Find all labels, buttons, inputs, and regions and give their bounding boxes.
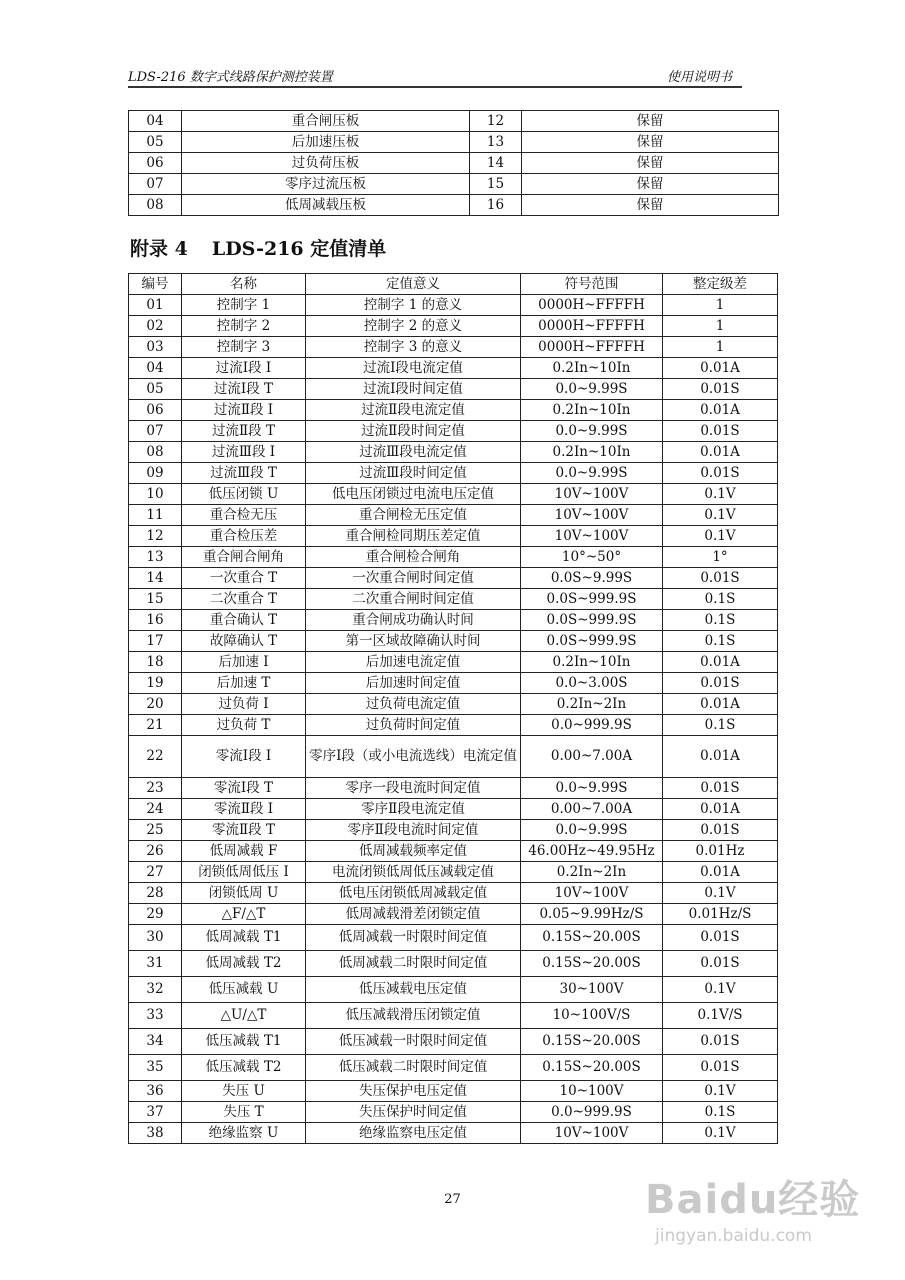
table-cell: 0.01S <box>663 1055 778 1081</box>
table-cell: 保留 <box>522 174 779 195</box>
table-cell: 30 <box>129 925 182 951</box>
table-cell: 0.0~9.99S <box>521 778 663 799</box>
table-cell: 第一区域故障确认时间 <box>306 631 521 652</box>
table-cell: 低周减载二时限时间定值 <box>306 951 521 977</box>
table-cell: 0.01A <box>663 694 778 715</box>
table-row <box>129 153 779 174</box>
table-cell: 零序Ⅰ段（或小电流选线）电流定值 <box>306 736 521 778</box>
table-cell: 12 <box>129 526 182 547</box>
table-cell: 零序过流压板 <box>182 174 470 195</box>
table-cell: 03 <box>129 337 182 358</box>
table-cell: 过流Ⅲ段时间定值 <box>306 463 521 484</box>
page-header <box>128 62 742 88</box>
table-cell: 12 <box>470 111 522 132</box>
table-row <box>129 421 778 442</box>
table-cell: 0.00~7.00A <box>521 736 663 778</box>
table-cell: 保留 <box>522 195 779 216</box>
table-cell: 0.0~3.00S <box>521 673 663 694</box>
table-cell: 10~100V <box>521 1081 663 1102</box>
table-cell: 0.2In~10In <box>521 442 663 463</box>
table-cell: 0.0S~9.99S <box>521 568 663 589</box>
watermark-brand: Baidu经验 <box>645 1177 861 1223</box>
table-row <box>129 925 778 951</box>
table-cell: 低压减载 T2 <box>182 1055 306 1081</box>
table-row <box>129 568 778 589</box>
table-cell: 重合闸压板 <box>182 111 470 132</box>
table-row <box>129 694 778 715</box>
table-cell: 0.01S <box>663 379 778 400</box>
table-cell: 34 <box>129 1029 182 1055</box>
table-cell: 过负荷 T <box>182 715 306 736</box>
table-cell: 13 <box>129 547 182 568</box>
table-cell: 07 <box>129 421 182 442</box>
table-cell: 过流Ⅰ段 T <box>182 379 306 400</box>
table-row <box>129 736 778 778</box>
table-cell: 绝缘监察电压定值 <box>306 1123 521 1144</box>
table-cell: 零序Ⅱ段电流定值 <box>306 799 521 820</box>
table-row <box>129 442 778 463</box>
table-cell: 35 <box>129 1055 182 1081</box>
table-cell: 绝缘监察 U <box>182 1123 306 1144</box>
table-cell: 0.01A <box>663 862 778 883</box>
table-row <box>129 316 778 337</box>
table-cell: 0.1V/S <box>663 1003 778 1029</box>
table-cell: 04 <box>129 358 182 379</box>
table-cell: 0.01S <box>663 463 778 484</box>
table-cell: 0.05~9.99Hz/S <box>521 904 663 925</box>
table-cell: 0.01A <box>663 400 778 421</box>
table-cell: 0.1V <box>663 484 778 505</box>
table-cell: 18 <box>129 652 182 673</box>
table-cell: 二次重合闸时间定值 <box>306 589 521 610</box>
table-row <box>129 977 778 1003</box>
table-cell: 重合闸检合闸角 <box>306 547 521 568</box>
table-cell: 过流Ⅲ段 I <box>182 442 306 463</box>
table-cell: 失压 T <box>182 1102 306 1123</box>
column-header: 定值意义 <box>306 274 521 295</box>
table-cell: 33 <box>129 1003 182 1029</box>
table-cell: 零流Ⅱ段 I <box>182 799 306 820</box>
table-row <box>129 295 778 316</box>
table-row <box>129 841 778 862</box>
table-cell: 低周减载一时限时间定值 <box>306 925 521 951</box>
table-cell: 过流Ⅱ段 T <box>182 421 306 442</box>
table-row <box>129 379 778 400</box>
table-cell: 0.01A <box>663 442 778 463</box>
table-cell: 0.01A <box>663 799 778 820</box>
table-row <box>129 1102 778 1123</box>
table-row <box>129 1003 778 1029</box>
table-cell: 0.15S~20.00S <box>521 925 663 951</box>
table-cell: △F/△T <box>182 904 306 925</box>
table-row <box>129 1055 778 1081</box>
table-cell: 低压减载 T1 <box>182 1029 306 1055</box>
table-cell: 低压减载滑压闭锁定值 <box>306 1003 521 1029</box>
table-cell: 低压减载一时限时间定值 <box>306 1029 521 1055</box>
table-row <box>129 904 778 925</box>
table-cell: 低电压闭锁过电流电压定值 <box>306 484 521 505</box>
table-cell: 零流Ⅰ段 T <box>182 778 306 799</box>
table-cell: 过流Ⅱ段 I <box>182 400 306 421</box>
table-cell: 过流Ⅲ段电流定值 <box>306 442 521 463</box>
table-cell: 0.1S <box>663 631 778 652</box>
table-cell: 1 <box>663 316 778 337</box>
section-title <box>130 234 410 261</box>
table-cell: 20 <box>129 694 182 715</box>
table-cell: 0.0~9.99S <box>521 421 663 442</box>
table-cell: 0.0~999.9S <box>521 1102 663 1123</box>
table-cell: 0.0~999.9S <box>521 715 663 736</box>
table-row <box>129 337 778 358</box>
table-cell: 0.2In~10In <box>521 358 663 379</box>
table-cell: △U/△T <box>182 1003 306 1029</box>
table-row <box>129 1081 778 1102</box>
table-cell: 失压保护时间定值 <box>306 1102 521 1123</box>
table-cell: 0.1S <box>663 610 778 631</box>
table-cell: 10~100V/S <box>521 1003 663 1029</box>
table-cell: 46.00Hz~49.95Hz <box>521 841 663 862</box>
table-cell: 07 <box>129 174 182 195</box>
table-cell: 低周减载频率定值 <box>306 841 521 862</box>
pressure-plate-table <box>128 110 779 216</box>
table-cell: 后加速时间定值 <box>306 673 521 694</box>
table-row <box>129 778 778 799</box>
table-cell: 0.0~9.99S <box>521 379 663 400</box>
table-cell: 0.1V <box>663 1081 778 1102</box>
table-cell: 0.2In~10In <box>521 652 663 673</box>
table-cell: 0.01Hz/S <box>663 904 778 925</box>
table-row <box>129 505 778 526</box>
table-row <box>129 715 778 736</box>
table-cell: 22 <box>129 736 182 778</box>
header-title: LDS-216 数字式线路保护测控装置 <box>128 70 333 85</box>
table-cell: 37 <box>129 1102 182 1123</box>
table-cell: 过负荷 I <box>182 694 306 715</box>
table-cell: 过负荷压板 <box>182 153 470 174</box>
table-cell: 电流闭锁低周低压减载定值 <box>306 862 521 883</box>
table-cell: 11 <box>129 505 182 526</box>
table-cell: 重合检压差 <box>182 526 306 547</box>
table-cell: 过负荷电流定值 <box>306 694 521 715</box>
table-cell: 控制字 1 <box>182 295 306 316</box>
table-cell: 保留 <box>522 153 779 174</box>
table-cell: 15 <box>129 589 182 610</box>
table-cell: 0.0S~999.9S <box>521 610 663 631</box>
table-cell: 过流Ⅰ段 I <box>182 358 306 379</box>
header-doc-type: 使用说明书 <box>666 70 732 85</box>
column-header: 编号 <box>129 274 182 295</box>
table-cell: 17 <box>129 631 182 652</box>
table-cell: 0.01S <box>663 421 778 442</box>
table-cell: 重合闸检同期压差定值 <box>306 526 521 547</box>
section-label: 附录 4 <box>130 238 188 260</box>
table-cell: 01 <box>129 295 182 316</box>
table-cell: 27 <box>129 862 182 883</box>
table-cell: 后加速压板 <box>182 132 470 153</box>
table-cell: 重合闸检无压定值 <box>306 505 521 526</box>
table-cell: 0.1V <box>663 883 778 904</box>
table-row <box>129 174 779 195</box>
table-cell: 低电压闭锁低周减载定值 <box>306 883 521 904</box>
table-cell: 过流Ⅲ段 T <box>182 463 306 484</box>
table-cell: 后加速 I <box>182 652 306 673</box>
table-cell: 低压减载电压定值 <box>306 977 521 1003</box>
table-cell: 0.01S <box>663 568 778 589</box>
watermark-url: jingyan.baidu.com <box>655 1226 812 1246</box>
table-cell: 10V~100V <box>521 1123 663 1144</box>
table-cell: 16 <box>129 610 182 631</box>
table-cell: 10V~100V <box>521 526 663 547</box>
table-cell: 0.0~9.99S <box>521 463 663 484</box>
table-cell: 保留 <box>522 132 779 153</box>
table-row <box>129 484 778 505</box>
table-row <box>129 673 778 694</box>
table-cell: 13 <box>470 132 522 153</box>
table-cell: 0.01S <box>663 1029 778 1055</box>
table-row <box>129 631 778 652</box>
table-cell: 0000H~FFFFH <box>521 316 663 337</box>
table-row <box>129 862 778 883</box>
table-cell: 过流Ⅰ段时间定值 <box>306 379 521 400</box>
table-cell: 0.0S~999.9S <box>521 631 663 652</box>
table-cell: 控制字 2 的意义 <box>306 316 521 337</box>
table-cell: 零序一段电流时间定值 <box>306 778 521 799</box>
table-cell: 0.00~7.00A <box>521 799 663 820</box>
table-row <box>129 799 778 820</box>
table-cell: 10V~100V <box>521 883 663 904</box>
table-row <box>129 358 778 379</box>
table-row <box>129 883 778 904</box>
table-cell: 控制字 3 的意义 <box>306 337 521 358</box>
table-header-row <box>129 274 778 295</box>
table-row <box>129 1029 778 1055</box>
table-cell: 控制字 3 <box>182 337 306 358</box>
table-cell: 过流Ⅰ段电流定值 <box>306 358 521 379</box>
table-cell: 0.1V <box>663 1123 778 1144</box>
table-cell: 05 <box>129 132 182 153</box>
table-cell: 0.0~9.99S <box>521 820 663 841</box>
table-cell: 低周减载滑差闭锁定值 <box>306 904 521 925</box>
table-cell: 0.01A <box>663 736 778 778</box>
table-cell: 闭锁低周低压 I <box>182 862 306 883</box>
table-cell: 零流Ⅰ段 I <box>182 736 306 778</box>
table-cell: 0.01S <box>663 673 778 694</box>
table-cell: 低周减载 F <box>182 841 306 862</box>
table-cell: 0.2In~10In <box>521 400 663 421</box>
table-cell: 零序Ⅱ段电流时间定值 <box>306 820 521 841</box>
table-cell: 21 <box>129 715 182 736</box>
table-row <box>129 463 778 484</box>
table-cell: 08 <box>129 442 182 463</box>
table-cell: 重合检无压 <box>182 505 306 526</box>
table-cell: 低压减载二时限时间定值 <box>306 1055 521 1081</box>
table-cell: 06 <box>129 400 182 421</box>
table-cell: 0.1S <box>663 715 778 736</box>
table-cell: 10V~100V <box>521 505 663 526</box>
table-cell: 0000H~FFFFH <box>521 337 663 358</box>
table-cell: 32 <box>129 977 182 1003</box>
table-cell: 0.01A <box>663 358 778 379</box>
table-cell: 02 <box>129 316 182 337</box>
table-cell: 0.01S <box>663 925 778 951</box>
table-cell: 30~100V <box>521 977 663 1003</box>
table-cell: 08 <box>129 195 182 216</box>
table-row <box>129 652 778 673</box>
watermark <box>635 1168 865 1268</box>
table-cell: 重合闸合闸角 <box>182 547 306 568</box>
table-cell: 14 <box>470 153 522 174</box>
table-cell: 重合闸成功确认时间 <box>306 610 521 631</box>
table-cell: 过负荷时间定值 <box>306 715 521 736</box>
table-cell: 38 <box>129 1123 182 1144</box>
table-row <box>129 132 779 153</box>
table-cell: 24 <box>129 799 182 820</box>
section-heading: LDS-216 定值清单 <box>211 238 387 260</box>
table-cell: 1 <box>663 295 778 316</box>
table-cell: 25 <box>129 820 182 841</box>
table-row <box>129 1123 778 1144</box>
table-cell: 36 <box>129 1081 182 1102</box>
table-row <box>129 610 778 631</box>
table-cell: 低压减载 U <box>182 977 306 1003</box>
table-cell: 0.01S <box>663 820 778 841</box>
table-cell: 失压保护电压定值 <box>306 1081 521 1102</box>
column-header: 符号范围 <box>521 274 663 295</box>
table-cell: 保留 <box>522 111 779 132</box>
table-cell: 0.1V <box>663 505 778 526</box>
table-cell: 低周减载 T1 <box>182 925 306 951</box>
page-number: 27 <box>444 1192 461 1207</box>
table-row <box>129 195 779 216</box>
table-cell: 0.01S <box>663 778 778 799</box>
table-cell: 0000H~FFFFH <box>521 295 663 316</box>
table-cell: 29 <box>129 904 182 925</box>
table-cell: 故障确认 T <box>182 631 306 652</box>
table-cell: 二次重合 T <box>182 589 306 610</box>
table-cell: 10 <box>129 484 182 505</box>
table-cell: 0.2In~2In <box>521 694 663 715</box>
table-cell: 控制字 1 的意义 <box>306 295 521 316</box>
table-row <box>129 589 778 610</box>
table-cell: 零流Ⅱ段 T <box>182 820 306 841</box>
table-cell: 低周减载压板 <box>182 195 470 216</box>
table-cell: 低压闭锁 U <box>182 484 306 505</box>
table-cell: 1° <box>663 547 778 568</box>
table-cell: 19 <box>129 673 182 694</box>
table-cell: 0.1S <box>663 1102 778 1123</box>
table-cell: 05 <box>129 379 182 400</box>
table-cell: 0.1V <box>663 526 778 547</box>
table-cell: 一次重合 T <box>182 568 306 589</box>
settings-table <box>128 273 778 1144</box>
table-cell: 09 <box>129 463 182 484</box>
table-cell: 0.2In~2In <box>521 862 663 883</box>
table-cell: 后加速电流定值 <box>306 652 521 673</box>
table-row <box>129 547 778 568</box>
table-cell: 15 <box>470 174 522 195</box>
table-cell: 31 <box>129 951 182 977</box>
table-cell: 0.01S <box>663 951 778 977</box>
table-cell: 0.15S~20.00S <box>521 951 663 977</box>
table-row <box>129 526 778 547</box>
table-row <box>129 951 778 977</box>
table-cell: 0.15S~20.00S <box>521 1055 663 1081</box>
column-header: 整定级差 <box>663 274 778 295</box>
table-cell: 28 <box>129 883 182 904</box>
table-cell: 06 <box>129 153 182 174</box>
table-cell: 重合确认 T <box>182 610 306 631</box>
table-cell: 过流Ⅱ段电流定值 <box>306 400 521 421</box>
table-cell: 闭锁低周 U <box>182 883 306 904</box>
table-cell: 0.15S~20.00S <box>521 1029 663 1055</box>
table-row <box>129 400 778 421</box>
table-cell: 0.0S~999.9S <box>521 589 663 610</box>
table-cell: 控制字 2 <box>182 316 306 337</box>
table-cell: 14 <box>129 568 182 589</box>
table-cell: 16 <box>470 195 522 216</box>
table-cell: 0.01A <box>663 652 778 673</box>
table-cell: 过流Ⅱ段时间定值 <box>306 421 521 442</box>
table-cell: 后加速 T <box>182 673 306 694</box>
table-cell: 0.01Hz <box>663 841 778 862</box>
table-cell: 10°~50° <box>521 547 663 568</box>
table-cell: 1 <box>663 337 778 358</box>
table-row <box>129 820 778 841</box>
table-cell: 低周减载 T2 <box>182 951 306 977</box>
table-cell: 0.1S <box>663 589 778 610</box>
table-cell: 0.1V <box>663 977 778 1003</box>
table-cell: 失压 U <box>182 1081 306 1102</box>
table-cell: 26 <box>129 841 182 862</box>
table-cell: 10V~100V <box>521 484 663 505</box>
table-cell: 04 <box>129 111 182 132</box>
table-row <box>129 111 779 132</box>
table-cell: 一次重合闸时间定值 <box>306 568 521 589</box>
table-cell: 23 <box>129 778 182 799</box>
column-header: 名称 <box>182 274 306 295</box>
